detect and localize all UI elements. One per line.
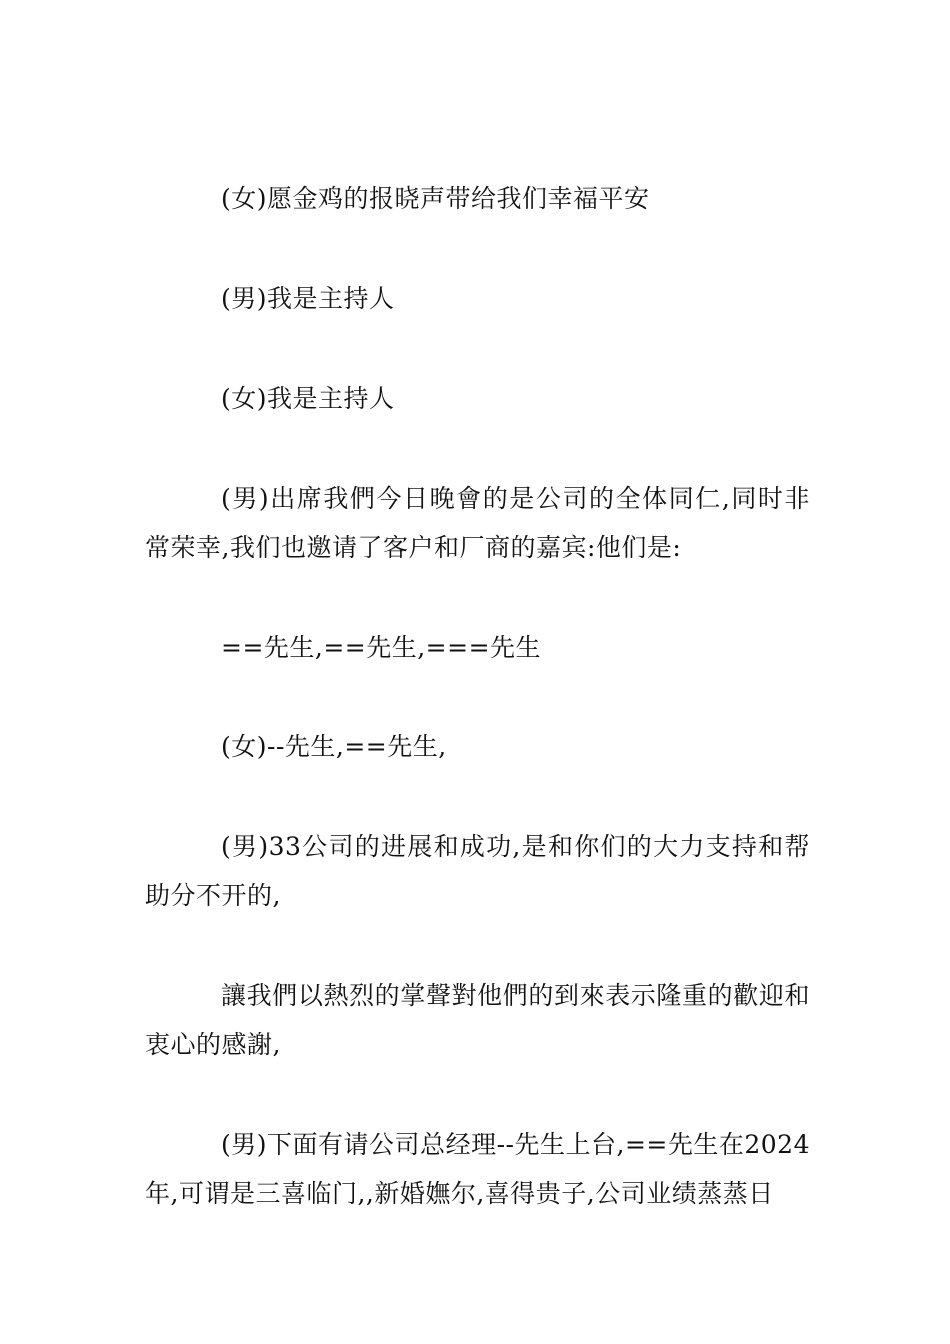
paragraph-6: (女)--先生,==先生, bbox=[221, 732, 447, 761]
paragraph-4: (男)出席我們今日晚會的是公司的全体同仁,同时非常荣幸,我们也邀请了客户和厂商的嘉宾:他们是: bbox=[145, 484, 810, 562]
paragraph-2: (男)我是主持人 bbox=[221, 284, 395, 313]
paragraph-8: 讓我們以熱烈的掌聲對他們的到來表示隆重的歡迎和衷心的感謝, bbox=[145, 981, 810, 1059]
paragraph-5: ==先生,==先生,===先生 bbox=[221, 633, 542, 662]
paragraph-7: (男)33公司的进展和成功,是和你们的大力支持和帮助分不开的, bbox=[145, 832, 810, 910]
paragraph-3: (女)我是主持人 bbox=[221, 384, 395, 413]
paragraph-1: (女)愿金鸡的报晓声带给我们幸福平安 bbox=[221, 184, 650, 213]
paragraph-9: (男)下面有请公司总经理--先生上台,==先生在2024年,可谓是三喜临门,,新婚嫵尔,喜得贵子,公司业绩蒸蒸日 bbox=[145, 1130, 810, 1208]
